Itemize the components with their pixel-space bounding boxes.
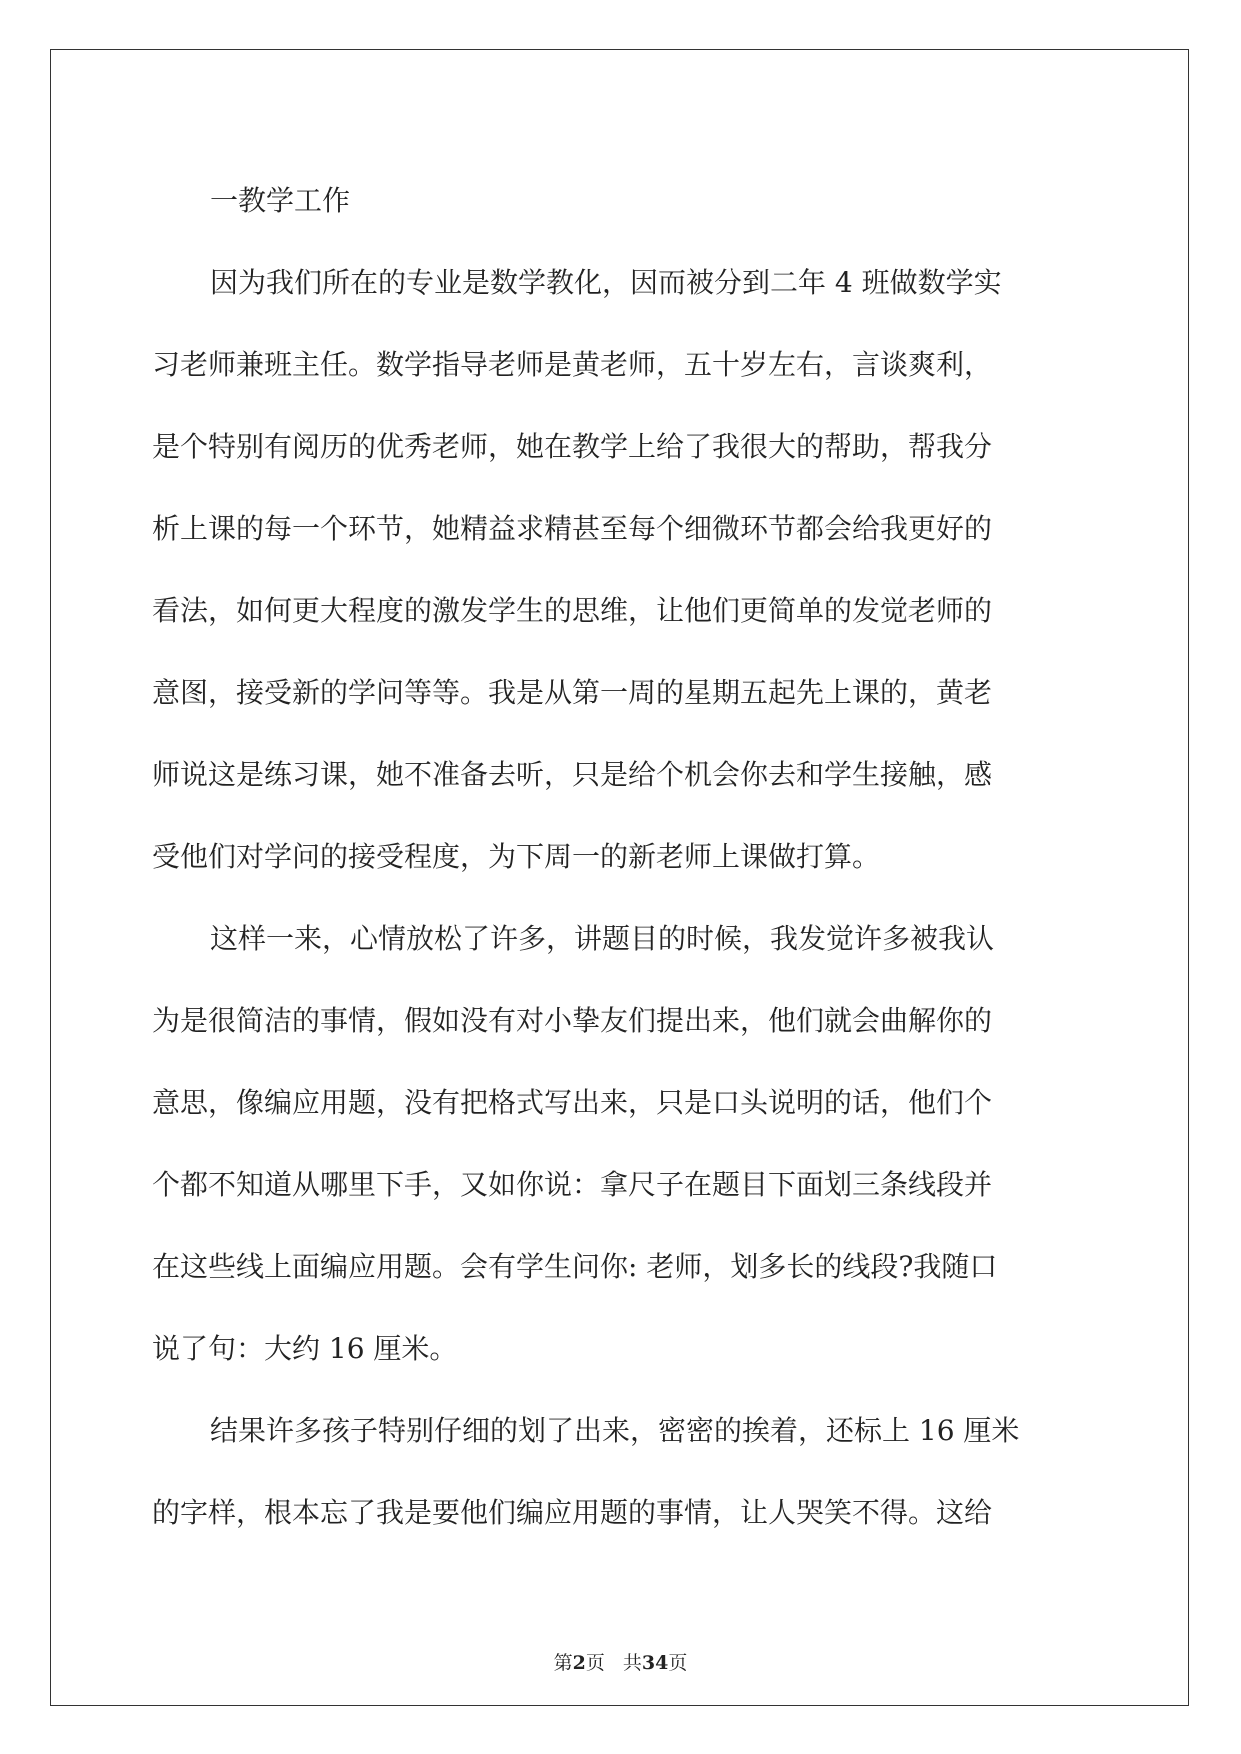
paragraph-line: 意思，像编应用题，没有把格式写出来，只是口头说明的话，他们个 (152, 1086, 993, 1119)
paragraph-line: 的字样，根本忘了我是要他们编应用题的事情，让人哭笑不得。这给 (152, 1496, 993, 1529)
page-number: 2 (572, 1652, 586, 1674)
section-heading: 一教学工作 (210, 184, 351, 217)
paragraph-3 (152, 1390, 1087, 1554)
paragraph-line: 习老师兼班主任。数学指导老师是黄老师，五十岁左右，言谈爽利， (152, 348, 993, 381)
paragraph-line: 师说这是练习课，她不准备去听，只是给个机会你去和学生接触，感 (152, 758, 993, 791)
paragraph-line: 个都不知道从哪里下手，又如你说：拿尺子在题目下面划三条线段并 (152, 1168, 993, 1201)
total-pages: 34 (641, 1652, 669, 1674)
paragraph-line: 这样一来，心情放松了许多，讲题目的时候，我发觉许多被我认 (210, 922, 995, 955)
document-body (152, 160, 1087, 1554)
paragraph-line: 是个特别有阅历的优秀老师，她在教学上给了我很大的帮助，帮我分 (152, 430, 993, 463)
paragraph-line: 看法，如何更大程度的激发学生的思维，让他们更简单的发觉老师的 (152, 594, 993, 627)
total-prefix: 共 (622, 1652, 642, 1674)
page-prefix: 第 (553, 1652, 573, 1674)
total-suffix: 页 (668, 1652, 688, 1674)
paragraph-2 (152, 898, 1087, 1390)
paragraph-line: 因为我们所在的专业是数学教化，因而被分到二年 4 班做数学实 (210, 266, 1002, 299)
paragraph-line: 意图，接受新的学问等等。我是从第一周的星期五起先上课的，黄老 (152, 676, 993, 709)
paragraph-line: 析上课的每一个环节，她精益求精甚至每个细微环节都会给我更好的 (152, 512, 993, 545)
paragraph-line: 为是很简洁的事情，假如没有对小挚友们提出来，他们就会曲解你的 (152, 1004, 993, 1037)
page-footer (0, 1648, 1241, 1675)
paragraph-line: 在这些线上面编应用题。会有学生问你: 老师，划多长的线段?我随口 (152, 1250, 998, 1283)
page-suffix: 页 (585, 1652, 605, 1674)
paragraph-1 (152, 242, 1087, 898)
paragraph-line: 受他们对学问的接受程度，为下周一的新老师上课做打算。 (152, 840, 881, 873)
paragraph-line: 说了句：大约 16 厘米。 (152, 1332, 458, 1365)
paragraph-line: 结果许多孩子特别仔细的划了出来，密密的挨着，还标上 16 厘米 (210, 1414, 1020, 1447)
